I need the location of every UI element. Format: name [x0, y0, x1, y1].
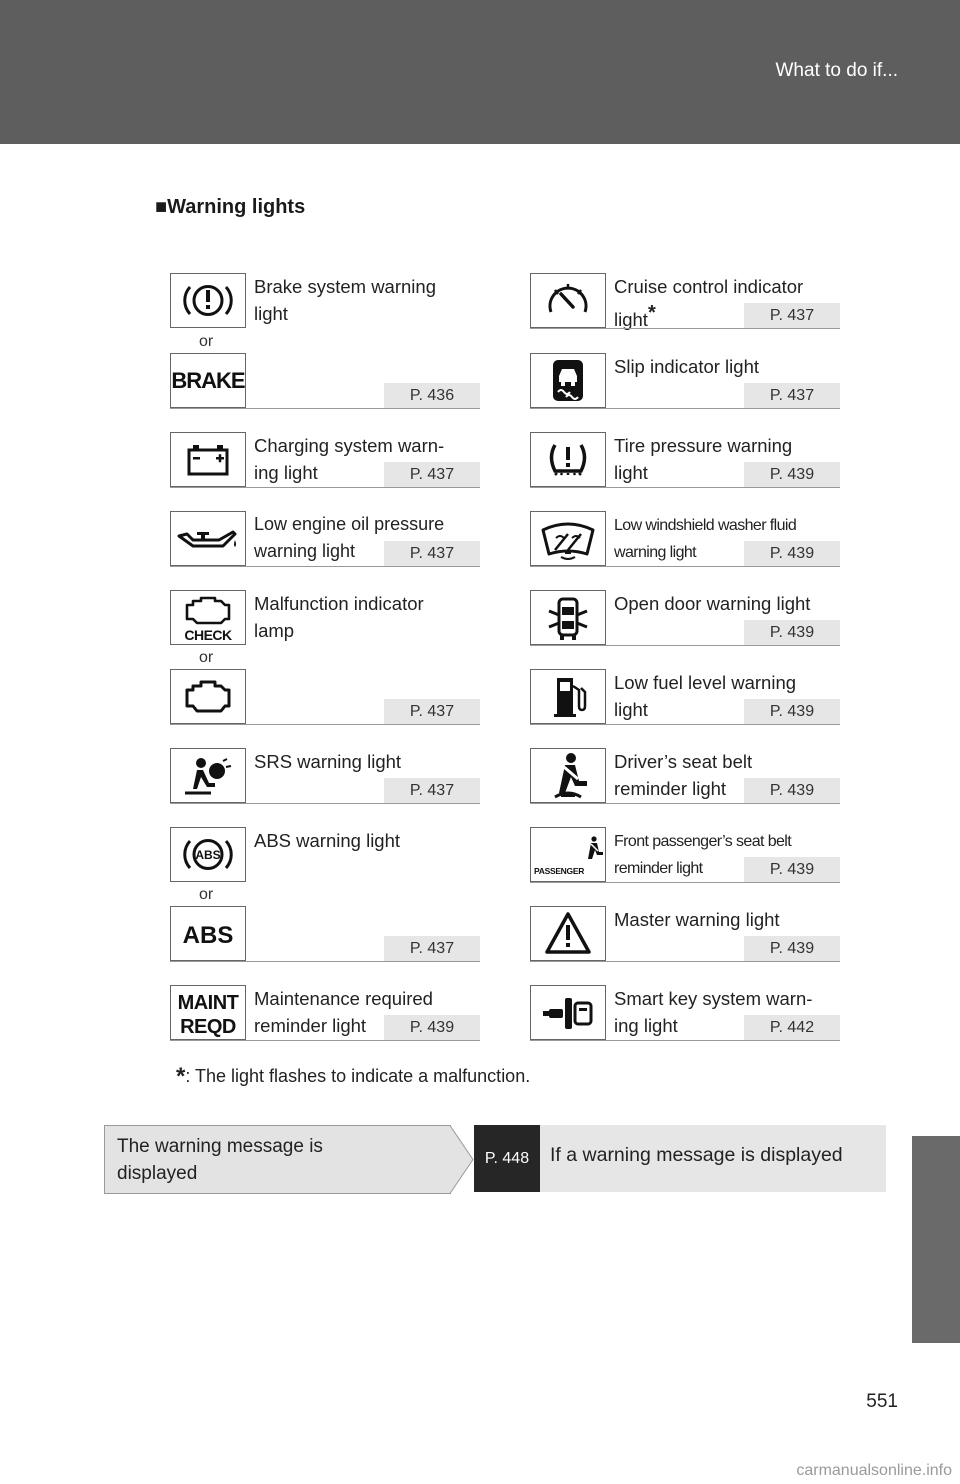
- page-reference[interactable]: P. 437: [384, 936, 480, 961]
- item-label: Cruise control indicator: [614, 276, 804, 297]
- icon-text: CHECK: [184, 627, 232, 643]
- or-label: or: [199, 886, 214, 903]
- row-divider: [530, 645, 840, 646]
- row-divider: [170, 487, 480, 488]
- header-title: What to do if...: [775, 60, 898, 81]
- item-label: Driver’s seat belt: [614, 751, 753, 772]
- page-reference[interactable]: P. 437: [384, 778, 480, 803]
- oil-can-icon: [170, 511, 246, 566]
- warning-item-srs: [170, 748, 480, 804]
- warning-item-open-door: [530, 590, 840, 646]
- footnote-star: *: [647, 302, 656, 324]
- row-divider: [530, 961, 840, 962]
- row-divider: [530, 487, 840, 488]
- check-engine-icon: [170, 590, 246, 645]
- warning-item-smart-key: [530, 985, 840, 1041]
- battery-icon: [170, 432, 246, 487]
- driver-seatbelt-icon: [530, 748, 606, 803]
- row-divider: [530, 566, 840, 567]
- warning-item-malfunction: [170, 590, 480, 646]
- item-label: reminder light: [614, 778, 727, 799]
- item-label: ABS warning light: [254, 830, 401, 851]
- item-label: Low engine oil pressure: [254, 514, 445, 534]
- warning-item-tire-pressure: [530, 432, 840, 488]
- or-label: or: [199, 333, 214, 350]
- row-divider: [530, 408, 840, 409]
- warning-item-slip: [530, 353, 840, 409]
- abs-circle-icon: [170, 827, 246, 882]
- cruise-control-icon: [530, 273, 606, 328]
- smart-key-icon: [530, 985, 606, 1040]
- item-label: ing light: [254, 462, 318, 483]
- item-label: SRS warning light: [254, 751, 402, 772]
- row-divider: [170, 566, 480, 567]
- slip-indicator-icon: [530, 353, 606, 408]
- page-reference[interactable]: P. 439: [744, 699, 840, 724]
- item-label: Slip indicator light: [614, 356, 759, 377]
- page-reference[interactable]: P. 439: [384, 1015, 480, 1040]
- item-label: light: [614, 309, 648, 331]
- item-label: Open door warning light: [614, 593, 811, 614]
- washer-fluid-icon: [530, 511, 606, 566]
- item-label: Brake system warning: [254, 276, 436, 297]
- nav-condition-text: displayed: [117, 1163, 198, 1184]
- warning-item-abs: [170, 827, 480, 883]
- row-divider: [170, 408, 480, 409]
- item-label: light: [614, 462, 648, 483]
- engine-icon: [170, 669, 246, 724]
- icon-text: PASSENGER: [534, 866, 585, 876]
- warning-item-cruise-control: [530, 273, 840, 329]
- nav-action-box[interactable]: [540, 1125, 886, 1192]
- icon-text: ABS: [195, 848, 221, 862]
- page-reference[interactable]: P. 439: [744, 936, 840, 961]
- footnote: [176, 1063, 530, 1091]
- item-label: Front passenger’s seat belt: [614, 833, 792, 850]
- section-title: ■Warning lights: [155, 196, 306, 218]
- item-label: Maintenance required: [254, 988, 433, 1009]
- item-label: Tire pressure warning: [614, 435, 793, 456]
- row-divider: [170, 724, 480, 725]
- item-label: reminder light: [614, 860, 703, 877]
- footnote-text: : The light flashes to indicate a malfunction.: [185, 1066, 531, 1086]
- icon-text: MAINT: [177, 992, 239, 1014]
- passenger-seatbelt-icon: [530, 827, 606, 882]
- airbag-icon: [170, 748, 246, 803]
- page-reference[interactable]: P. 437: [384, 462, 480, 487]
- page-reference[interactable]: P. 437: [744, 383, 840, 408]
- row-divider: [170, 1040, 480, 1041]
- item-label: ing light: [614, 1015, 678, 1036]
- warning-item-passenger-seat-belt: [530, 827, 840, 883]
- item-label: Malfunction indicator: [254, 593, 424, 614]
- item-label: Charging system warn-: [254, 435, 445, 456]
- maint-reqd-icon: [170, 985, 246, 1040]
- row-divider: [530, 1040, 840, 1041]
- item-label: warning light: [254, 541, 356, 561]
- page-reference[interactable]: P. 439: [744, 857, 840, 882]
- item-label: Low fuel level warning: [614, 672, 797, 693]
- item-label: warning light: [614, 544, 697, 561]
- page-reference[interactable]: P. 437: [384, 699, 480, 724]
- icon-text: ABS: [182, 922, 234, 949]
- warning-item-washer-fluid: [530, 511, 840, 567]
- page-reference[interactable]: P. 437: [384, 541, 480, 566]
- item-label: Master warning light: [614, 909, 780, 930]
- brake-warning-icon: [170, 273, 246, 328]
- warning-item-master: [530, 906, 840, 962]
- page-reference[interactable]: P. 439: [744, 462, 840, 487]
- warning-item-abs-text: [170, 906, 480, 962]
- row-divider: [530, 803, 840, 804]
- tire-pressure-icon: [530, 432, 606, 487]
- item-label: reminder light: [254, 1015, 367, 1036]
- page-reference[interactable]: P. 436: [384, 383, 480, 408]
- row-divider: [530, 724, 840, 725]
- warning-item-low-fuel: [530, 669, 840, 725]
- row-divider: [530, 328, 840, 329]
- item-label: light: [614, 699, 648, 720]
- nav-condition-text: The warning message is: [117, 1136, 323, 1157]
- page-header: [0, 0, 960, 144]
- footnote-star: *: [176, 1063, 186, 1090]
- row-divider: [530, 882, 840, 883]
- master-warning-icon: [530, 906, 606, 961]
- page-reference[interactable]: P. 439: [744, 541, 840, 566]
- item-label: lamp: [254, 620, 295, 641]
- page-reference[interactable]: P. 442: [744, 1015, 840, 1040]
- warning-item-malfunction-engine: [170, 669, 480, 725]
- page-number: 551: [866, 1391, 898, 1412]
- brake-text-icon: [170, 353, 246, 408]
- abs-text-icon: [170, 906, 246, 961]
- watermark: carmanualsonline.info: [796, 1462, 952, 1479]
- item-label: light: [254, 303, 288, 324]
- nav-arrow-icon: [440, 1125, 474, 1194]
- warning-item-maintenance: [170, 985, 480, 1041]
- row-divider: [170, 803, 480, 804]
- chapter-tab: [912, 1136, 960, 1343]
- nav-page-reference[interactable]: P. 448: [474, 1125, 540, 1192]
- warning-item-brake: [170, 273, 480, 329]
- page-reference[interactable]: P. 439: [744, 620, 840, 645]
- open-door-icon: [530, 590, 606, 645]
- fuel-pump-icon: [530, 669, 606, 724]
- item-label: Smart key system warn-: [614, 988, 813, 1009]
- nav-action-text: If a warning message is displayed: [550, 1144, 843, 1166]
- icon-text: BRAKE: [171, 368, 245, 393]
- warning-item-brake-text: [170, 353, 480, 409]
- row-divider: [170, 961, 480, 962]
- item-label: Low windshield washer fluid: [614, 517, 797, 534]
- warning-item-oil-pressure: [170, 511, 480, 567]
- icon-text: REQD: [180, 1016, 236, 1038]
- page-reference[interactable]: P. 437: [744, 303, 840, 328]
- nav-condition-box: [104, 1125, 451, 1194]
- warning-item-driver-seat-belt: [530, 748, 840, 804]
- page-reference[interactable]: P. 439: [744, 778, 840, 803]
- warning-item-charging: [170, 432, 480, 488]
- or-label: or: [199, 649, 214, 666]
